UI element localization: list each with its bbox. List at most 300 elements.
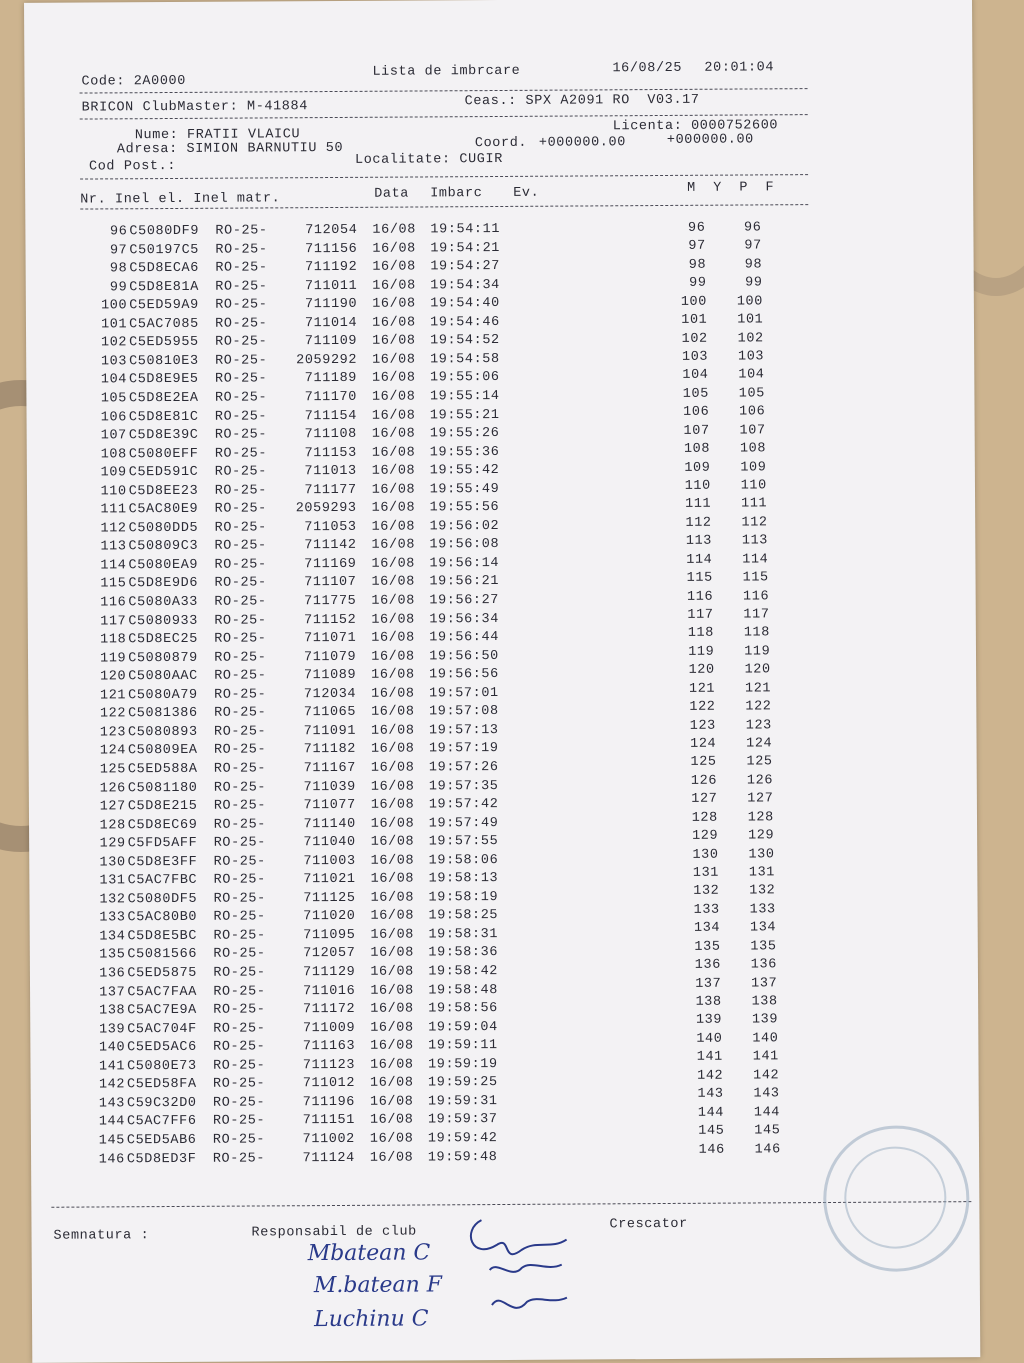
electronic-ring: C5AC7FF6 [126, 1114, 197, 1130]
flag-m: 121 [688, 681, 716, 697]
flag-p: 113 [741, 533, 769, 549]
flag-p: 124 [746, 736, 773, 752]
ring-prefix: RO-25- [214, 557, 267, 573]
ring-prefix: RO-25- [213, 724, 267, 740]
basketing-date: 16/08 [371, 519, 416, 535]
flag-p: 96 [743, 220, 762, 236]
flag-p: 125 [746, 754, 773, 770]
ring-number: 712057 [303, 946, 356, 962]
owner-address: Adresa: SIMION BARNUTIU 50 [116, 140, 344, 158]
basketing-time: 19:59:11 [428, 1038, 498, 1054]
ring-number: 711167 [303, 760, 356, 777]
electronic-ring: C5ED59A9 [129, 298, 199, 314]
printed-sheet [24, 0, 980, 1363]
ring-prefix: RO-25- [213, 761, 267, 777]
basketing-date: 16/08 [370, 927, 415, 943]
code-label: Code: 2A0000 [81, 73, 186, 90]
ring-prefix: RO-25- [214, 501, 267, 517]
basketing-date: 16/08 [371, 389, 416, 405]
basketing-time: 19:59:42 [427, 1130, 498, 1147]
basketing-date: 16/08 [371, 463, 416, 479]
electronic-ring: C50809C3 [128, 539, 199, 555]
coord-value-2: +000000.00 [666, 132, 754, 148]
ring-prefix: RO-25- [213, 983, 266, 1000]
basketing-date: 16/08 [370, 1020, 414, 1036]
ring-number: 711189 [304, 371, 358, 387]
row-number: 131 [99, 873, 126, 889]
flag-p: 109 [740, 459, 767, 476]
ring-prefix: RO-25- [213, 909, 266, 926]
flag-p: 122 [745, 699, 772, 715]
ring-prefix: RO-25- [213, 1039, 266, 1055]
basketing-time: 19:57:19 [428, 741, 499, 757]
flag-m: 99 [689, 276, 707, 292]
electronic-ring: C5ED588A [127, 761, 198, 778]
divider [80, 174, 808, 179]
row-number: 127 [99, 799, 126, 815]
electronic-ring: C5081386 [128, 706, 198, 722]
flag-m: 141 [696, 1050, 723, 1066]
flag-m: 116 [686, 589, 714, 605]
ring-prefix: RO-25- [214, 371, 268, 388]
electronic-ring: C5ED5875 [127, 965, 198, 982]
basketing-time: 19:59:31 [427, 1093, 498, 1110]
ring-number: 711129 [303, 964, 356, 981]
electronic-ring: C5081180 [127, 780, 198, 796]
basketing-time: 19:57:01 [429, 685, 499, 702]
ring-prefix: RO-25- [213, 946, 266, 963]
flag-m: 144 [697, 1105, 725, 1121]
ring-prefix: RO-25- [212, 1150, 266, 1167]
flag-m: 103 [681, 349, 709, 365]
ring-number: 711156 [305, 241, 358, 257]
flag-p: 114 [742, 552, 769, 568]
flag-p: 118 [743, 625, 770, 641]
flag-m: 142 [697, 1068, 724, 1084]
flag-p: 112 [741, 515, 768, 531]
ring-prefix: RO-25- [213, 742, 267, 759]
flag-p: 130 [748, 846, 775, 863]
ring-prefix: RO-25- [213, 817, 267, 833]
handwritten-name: Mbatean C [307, 1240, 431, 1267]
row-number: 138 [99, 1003, 126, 1019]
flag-p: 141 [752, 1049, 779, 1065]
row-number: 125 [99, 762, 126, 778]
flag-m: 117 [687, 607, 714, 623]
flag-p: 126 [746, 773, 774, 789]
ring-prefix: RO-25- [215, 353, 268, 369]
coord-label: Coord. [474, 135, 528, 152]
ring-number: 711142 [304, 538, 357, 554]
ring-prefix: RO-25- [212, 1095, 266, 1111]
ring-prefix: RO-25- [215, 334, 268, 351]
flag-p: 137 [751, 975, 778, 992]
ring-number: 711169 [304, 556, 357, 573]
basketing-date: 16/08 [371, 537, 416, 554]
basketing-date: 16/08 [372, 315, 416, 331]
row-number: 109 [100, 465, 127, 481]
flag-p: 102 [737, 330, 764, 347]
flag-m: 111 [685, 497, 712, 513]
flag-p: 146 [754, 1141, 781, 1157]
row-number: 142 [98, 1077, 126, 1093]
ring-number: 711095 [303, 927, 356, 944]
basketing-date: 16/08 [370, 1001, 414, 1017]
basketing-date: 16/08 [371, 612, 415, 628]
electronic-ring: C5D8E3FF [127, 854, 198, 870]
ring-prefix: RO-25- [214, 705, 267, 722]
electronic-ring: C5080A79 [128, 687, 198, 704]
ring-prefix: RO-25- [215, 297, 268, 313]
ring-number: 711109 [304, 334, 358, 350]
ring-number: 711002 [302, 1131, 355, 1148]
flag-m: 100 [680, 294, 707, 310]
ring-number: 711177 [304, 482, 357, 498]
electronic-ring: C5AC7E9A [127, 1002, 197, 1019]
row-number: 97 [109, 242, 128, 258]
basketing-time: 19:56:56 [429, 667, 499, 683]
electronic-ring: C5080933 [128, 613, 199, 629]
ring-number: 711065 [303, 705, 357, 721]
ring-number: 711014 [304, 315, 358, 331]
basketing-time: 19:57:35 [428, 778, 499, 794]
basketing-date: 16/08 [370, 723, 415, 739]
basketing-date: 16/08 [371, 649, 415, 665]
basketing-date: 16/08 [372, 241, 416, 257]
electronic-ring: C5AC80B0 [127, 910, 198, 926]
basketing-date: 16/08 [370, 890, 415, 906]
flag-m: 112 [685, 515, 712, 531]
ring-prefix: RO-25- [213, 854, 266, 870]
flag-m: 114 [686, 552, 713, 568]
basketing-time: 19:57:49 [428, 815, 499, 832]
ring-prefix: RO-25- [213, 798, 267, 814]
basketing-date: 16/08 [371, 686, 415, 702]
flag-m: 109 [684, 460, 711, 476]
basketing-date: 16/08 [370, 945, 414, 962]
ring-prefix: RO-25- [214, 668, 267, 684]
row-number: 119 [100, 650, 127, 667]
ring-number: 711016 [303, 983, 356, 999]
basketing-date: 16/08 [369, 1075, 414, 1092]
electronic-ring: C5080EFF [128, 446, 199, 462]
electronic-ring: C5080879 [128, 650, 198, 666]
licence-number: Licenta: 0000752600 [612, 118, 779, 135]
flag-p: 132 [749, 883, 776, 899]
flag-m: 125 [690, 755, 717, 771]
row-number: 141 [98, 1059, 126, 1075]
coord-value-1: +000000.00 [538, 135, 626, 151]
flag-m: 146 [698, 1142, 725, 1158]
basketing-date: 16/08 [370, 834, 415, 850]
ring-prefix: RO-25- [215, 260, 268, 276]
basketing-date: 16/08 [371, 630, 415, 646]
flag-m: 105 [682, 386, 709, 402]
electronic-ring: C5D8EE23 [128, 483, 199, 499]
flag-m: 120 [688, 663, 715, 679]
flag-p: 143 [753, 1086, 780, 1102]
ring-prefix: RO-25- [215, 241, 268, 258]
ring-number: 711077 [303, 797, 356, 814]
electronic-ring: C5ED5AB6 [126, 1132, 197, 1149]
flag-p: 128 [747, 810, 774, 826]
row-number: 140 [98, 1040, 126, 1056]
flag-m: 101 [681, 312, 708, 329]
ring-prefix: RO-25- [213, 779, 267, 796]
flag-m: 134 [693, 921, 721, 937]
ring-prefix: RO-25- [214, 520, 267, 536]
ring-number: 711107 [304, 575, 357, 591]
electronic-ring: C5081566 [127, 947, 198, 963]
electronic-ring: C5080AAC [128, 669, 198, 685]
club-stamp [823, 1125, 970, 1272]
ring-prefix: RO-25- [212, 1132, 266, 1148]
flag-m: 133 [693, 902, 720, 918]
basketing-date: 16/08 [370, 853, 415, 869]
ring-prefix: RO-25- [215, 316, 268, 332]
electronic-ring: C5080EA9 [128, 557, 199, 574]
row-number: 128 [99, 817, 126, 834]
basketing-date: 16/08 [371, 500, 416, 517]
basketing-date: 16/08 [372, 333, 416, 350]
electronic-ring: C5AC7FAA [127, 984, 197, 1000]
basketing-date: 16/08 [371, 556, 416, 572]
flag-m: 123 [689, 718, 716, 734]
flag-p: 117 [743, 607, 770, 623]
ring-prefix: RO-25- [214, 390, 268, 406]
row-number: 112 [100, 521, 127, 537]
basketing-time: 19:55:14 [429, 388, 500, 405]
ring-prefix: RO-25- [214, 650, 267, 666]
flag-m: 129 [692, 828, 719, 845]
ring-number: 711775 [304, 593, 357, 610]
electronic-ring: C5D8E81A [129, 279, 199, 295]
row-number: 105 [100, 391, 127, 407]
flag-m: 102 [681, 331, 708, 347]
basketing-date: 16/08 [371, 593, 415, 609]
basketing-date: 16/08 [370, 741, 415, 758]
row-number: 99 [109, 279, 128, 296]
basketing-date: 16/08 [370, 983, 414, 999]
ring-number: 2059293 [295, 501, 357, 517]
column-header-imbarc: Imbarc [430, 186, 483, 202]
basketing-time: 19:54:27 [430, 259, 500, 275]
basketing-date: 16/08 [370, 816, 415, 832]
flag-p: 123 [745, 717, 772, 734]
flag-m: 118 [687, 626, 714, 642]
basketing-time: 19:58:56 [428, 1001, 498, 1017]
ring-prefix: RO-25- [212, 1113, 266, 1130]
electronic-ring: C5D8E9E5 [128, 372, 199, 388]
row-number: 124 [99, 743, 127, 759]
ring-prefix: RO-25- [213, 835, 266, 851]
flag-p: 121 [744, 681, 772, 697]
flag-p: 106 [739, 404, 766, 420]
basketing-date: 16/08 [370, 964, 414, 980]
electronic-ring: C5080A33 [128, 594, 199, 611]
electronic-ring: C5080E73 [127, 1058, 197, 1075]
flag-p: 120 [744, 662, 771, 678]
basketing-time: 19:56:50 [429, 648, 499, 665]
row-number: 102 [100, 335, 128, 351]
ring-number: 712034 [303, 686, 357, 702]
print-date: 16/08/25 [612, 60, 683, 77]
club-responsible-label: Responsabil de club [251, 1224, 417, 1241]
basketing-time: 19:54:52 [430, 333, 500, 349]
row-number: 104 [100, 372, 128, 388]
flag-p: 138 [751, 994, 778, 1010]
basketing-time: 19:56:21 [429, 574, 500, 590]
basketing-time: 19:58:25 [428, 908, 499, 924]
electronic-ring: C5D8EC25 [128, 631, 198, 648]
row-number: 120 [100, 669, 127, 685]
basketing-date: 16/08 [370, 779, 415, 795]
ring-prefix: RO-25- [214, 631, 267, 647]
flag-m: 128 [691, 810, 718, 826]
basketing-date: 16/08 [371, 408, 416, 424]
electronic-ring: C50197C5 [129, 242, 200, 258]
basketing-date: 16/08 [372, 259, 416, 275]
ring-prefix: RO-25- [213, 1021, 266, 1037]
ring-number: 711039 [303, 779, 356, 795]
flag-p: 127 [747, 791, 774, 807]
electronic-ring: C50809EA [127, 743, 198, 759]
basketing-time: 19:56:08 [429, 537, 500, 553]
basketing-time: 19:59:04 [428, 1019, 498, 1036]
basketing-time: 19:56:27 [429, 593, 500, 609]
flag-m: 104 [682, 368, 709, 384]
row-number: 107 [100, 428, 127, 444]
basketing-time: 19:59:19 [428, 1056, 498, 1073]
row-number: 130 [99, 854, 126, 871]
row-number: 136 [99, 966, 126, 982]
row-number: 116 [100, 595, 127, 611]
clock-label: Ceas.: SPX A2091 RO V03.17 [464, 92, 700, 110]
basketing-time: 19:58:48 [428, 982, 498, 998]
row-number: 111 [100, 502, 127, 518]
basketing-date: 16/08 [371, 574, 415, 591]
flag-p: 107 [739, 423, 766, 439]
electronic-ring: C5FD5AFF [127, 835, 198, 852]
electronic-ring: C5080DF9 [129, 223, 200, 240]
basketing-date: 16/08 [372, 352, 416, 368]
electronic-ring: C5D8E81C [128, 409, 199, 425]
basketing-time: 19:56:44 [429, 630, 499, 646]
ring-number: 711012 [302, 1076, 356, 1092]
ring-prefix: RO-25- [213, 928, 266, 944]
column-header-date: Data [374, 186, 410, 202]
basketing-date: 16/08 [370, 760, 415, 776]
ring-number: 711125 [303, 890, 356, 907]
basketing-time: 19:56:02 [429, 518, 500, 535]
basketing-time: 19:54:11 [430, 221, 501, 238]
ring-prefix: RO-25- [214, 575, 267, 592]
row-number: 118 [100, 632, 127, 648]
flag-p: 101 [737, 312, 764, 328]
flag-m: 113 [685, 534, 713, 550]
ring-number: 711009 [302, 1020, 356, 1036]
flag-p: 134 [749, 920, 777, 936]
flag-p: 108 [739, 441, 767, 457]
ring-prefix: RO-25- [214, 687, 267, 703]
ring-prefix: RO-25- [215, 279, 268, 295]
row-number: 108 [100, 446, 127, 463]
flag-p: 103 [737, 349, 765, 365]
flag-m: 119 [688, 644, 715, 660]
basketing-date: 16/08 [369, 1131, 414, 1147]
basketing-date: 16/08 [370, 1057, 414, 1073]
basketing-time: 19:55:42 [429, 463, 500, 479]
row-number: 113 [100, 539, 127, 555]
ring-prefix: RO-25- [214, 464, 268, 480]
electronic-ring: C5AC7085 [129, 316, 199, 333]
ring-prefix: RO-25- [213, 1058, 266, 1074]
basketing-time: 19:54:58 [430, 351, 500, 368]
flag-m: 145 [698, 1123, 725, 1139]
basketing-time: 19:58:31 [428, 926, 499, 943]
flag-p: 136 [750, 957, 777, 973]
basketing-date: 16/08 [369, 1094, 414, 1110]
flag-m: 136 [694, 957, 721, 974]
basketing-time: 19:54:21 [430, 240, 501, 256]
electronic-ring: C5AC80E9 [128, 502, 199, 518]
ring-prefix: RO-25- [213, 965, 266, 981]
flag-m: 124 [690, 736, 717, 752]
flag-m: 135 [694, 939, 721, 955]
row-number: 143 [98, 1096, 126, 1112]
electronic-ring: C5080DD5 [128, 520, 199, 537]
ring-number: 711091 [303, 723, 357, 740]
basketing-time: 19:55:26 [429, 426, 500, 442]
row-number: 103 [100, 354, 128, 370]
document-title: Lista de imbrcare [372, 63, 521, 80]
flag-m: 143 [697, 1086, 724, 1103]
flag-m: 138 [695, 994, 722, 1010]
row-number: 121 [99, 688, 127, 704]
handwritten-name: Luchinu C [313, 1306, 429, 1333]
flag-p: 98 [744, 257, 763, 273]
signature-label: Semnatura : [53, 1228, 150, 1244]
flag-m: 110 [684, 478, 711, 494]
ring-number: 711021 [303, 872, 356, 888]
flag-m: 107 [683, 423, 710, 439]
basketing-date: 16/08 [370, 797, 415, 813]
print-time: 20:01:04 [704, 60, 775, 76]
handwritten-name: M.batean F [313, 1272, 443, 1299]
basketing-time: 19:57:26 [428, 759, 499, 776]
row-number: 133 [99, 910, 126, 926]
ring-number: 711011 [304, 278, 358, 294]
basketing-time: 19:54:46 [430, 314, 500, 331]
flag-p: 99 [745, 275, 763, 291]
flag-m: 140 [696, 1031, 723, 1047]
basketing-time: 19:55:06 [429, 370, 500, 386]
flag-p: 142 [753, 1068, 780, 1084]
electronic-ring: C59C32D0 [126, 1095, 197, 1112]
basketing-date: 16/08 [369, 1150, 414, 1166]
row-number: 117 [100, 613, 127, 629]
ring-number: 711013 [304, 464, 357, 480]
ring-number: 711151 [302, 1113, 355, 1129]
column-header-ev: Ev. [513, 185, 540, 201]
electronic-ring: C5080893 [127, 724, 198, 741]
flag-m: 126 [690, 773, 718, 789]
electronic-ring: C5D8ED3F [126, 1151, 197, 1167]
basketing-time: 19:55:49 [429, 481, 500, 498]
flag-p: 105 [738, 386, 765, 402]
locality-label: Localitate: CUGIR [354, 151, 503, 168]
flag-m: 115 [686, 570, 713, 587]
